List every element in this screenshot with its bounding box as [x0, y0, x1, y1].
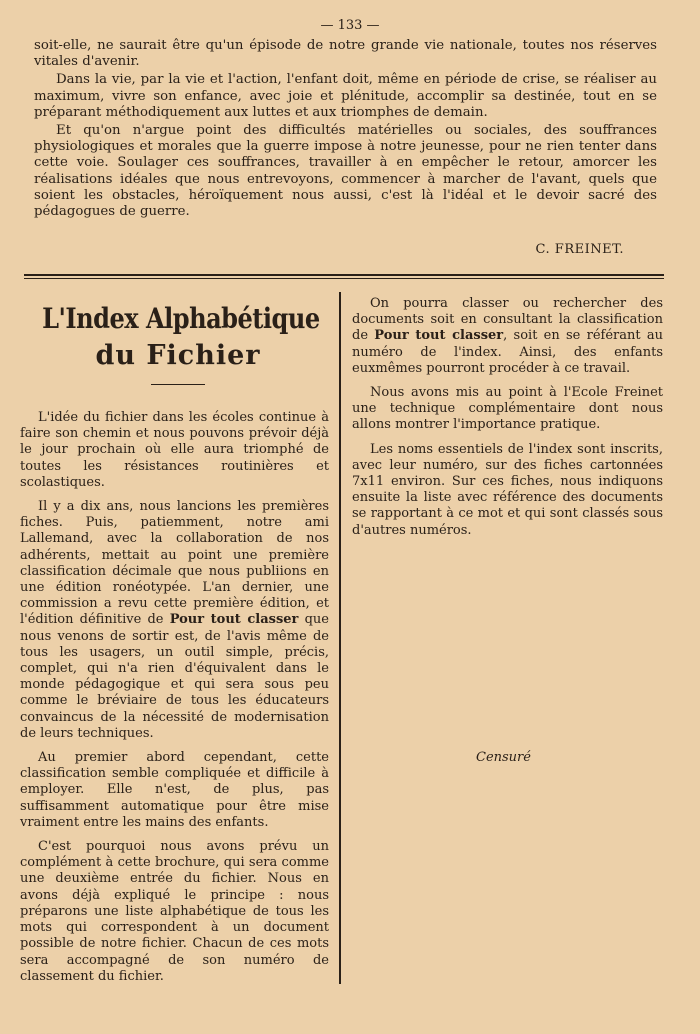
page-number: — 133 —	[320, 18, 380, 33]
top-paragraph-1: soit-elle, ne saurait être qu'un épisode de notre grande vie nationale, toutes nos réserves vitales d'avenir.	[34, 38, 657, 70]
author-signature: C. FREINET.	[535, 242, 624, 257]
left-paragraph-3: Au premier abord cependant, cette classification semble compliquée et difficile à employer. Elle n'est, de plus, pas suffisamment automatique pour être mise vraiment entre les mains des enfants.	[20, 750, 329, 830]
article-title: L'Index Alphabétique	[42, 302, 320, 335]
left-paragraph-2	[20, 499, 329, 742]
censored-label: Censuré	[476, 750, 531, 765]
left-column	[20, 410, 329, 993]
article-title-block	[20, 300, 336, 385]
left-paragraph-4: C'est pourquoi nous avons prévu un complément à cette brochure, qui sera comme une deuxième entrée du fichier. Nous en avons déjà expliqué le principe : nous préparons une liste alphabétique de tous les mots qui correspondent à un document possible de notre fichier. Chacun de ces mots sera accompagné de son numéro de classement du fichier.	[20, 839, 329, 984]
top-paragraph-3: Et qu'on n'argue point des difficultés matérielles ou sociales, des souffrances physiologiques et morales que la guerre impose à notre jeunesse, pour ne rien tenter dans cette voie. Soulager ces souffrances, travailler à en empêcher le retour, amorcer les réalisations idéales que nous entrevoyons, commencer à marcher de l'avant, quels que soient les obstacles, héroïquement nous aussi, c'est là l'idéal et le devoir sacré des pédagogues de guerre.	[34, 123, 657, 220]
left-paragraph-1: L'idée du fichier dans les écoles continue à faire son chemin et nous pouvons prévoir déjà le jour prochain où elle aura triomphé de toutes les résistances routinières et scolastiques.	[20, 410, 329, 490]
right-column	[352, 296, 663, 547]
left-paragraph-2-end: que nous venons de sortir est, de l'avis même de tous les usagers, un outil simple, précis, complet, qui n'a rien d'équivalent dans le monde pédagogique et qui sera sous peu comme le bréviaire de tous les éducateurs convaincus de la nécessité de modernisation de leurs techniques.	[20, 612, 329, 741]
right-paragraph-1-start: On pourra classer ou rechercher des documents soit en consultant la classification de	[352, 296, 663, 344]
article-subtitle: du Fichier	[95, 340, 261, 371]
book-title-bold: Pour tout classer	[374, 328, 504, 344]
title-underline	[151, 384, 205, 385]
top-paragraph-2: Dans la vie, par la vie et l'action, l'enfant doit, même en période de crise, se réaliser au maximum, vivre son enfance, avec joie et plénitude, accomplir sa destinée, tout en se préparant méthodiquement aux luttes et aux triomphes de demain.	[34, 72, 657, 120]
right-paragraph-1-end: , soit en se référant au numéro de l'index. Ainsi, des enfants euxmêmes pourront procéder à ce travail.	[352, 328, 663, 376]
left-paragraph-2-start: Il y a dix ans, nous lancions les premières fiches. Puis, patiemment, notre ami Lallemand, avec la collaboration de nos adhérents, mettait au point une première classification décimale que nous publiions en une édition ronéotypée. L'an dernier, une commission a revu cette première édition, et l'édition définitive de	[20, 499, 329, 628]
right-paragraph-1	[352, 296, 663, 377]
right-paragraph-3: Les noms essentiels de l'index sont inscrits, avec leur numéro, sur des fiches cartonnées 7x11 environ. Sur ces fiches, nous indiquons ensuite la liste avec référence des documents se rapportant à ce mot et qui sont classés sous d'autres numéros.	[352, 441, 663, 538]
column-divider	[339, 292, 341, 984]
top-continuation-text	[34, 38, 657, 220]
right-paragraph-2: Nous avons mis au point à l'Ecole Freinet une technique complémentaire dont nous allons montrer l'importance pratique.	[352, 385, 663, 433]
book-title-bold: Pour tout classer	[169, 612, 299, 628]
section-divider	[24, 274, 664, 279]
